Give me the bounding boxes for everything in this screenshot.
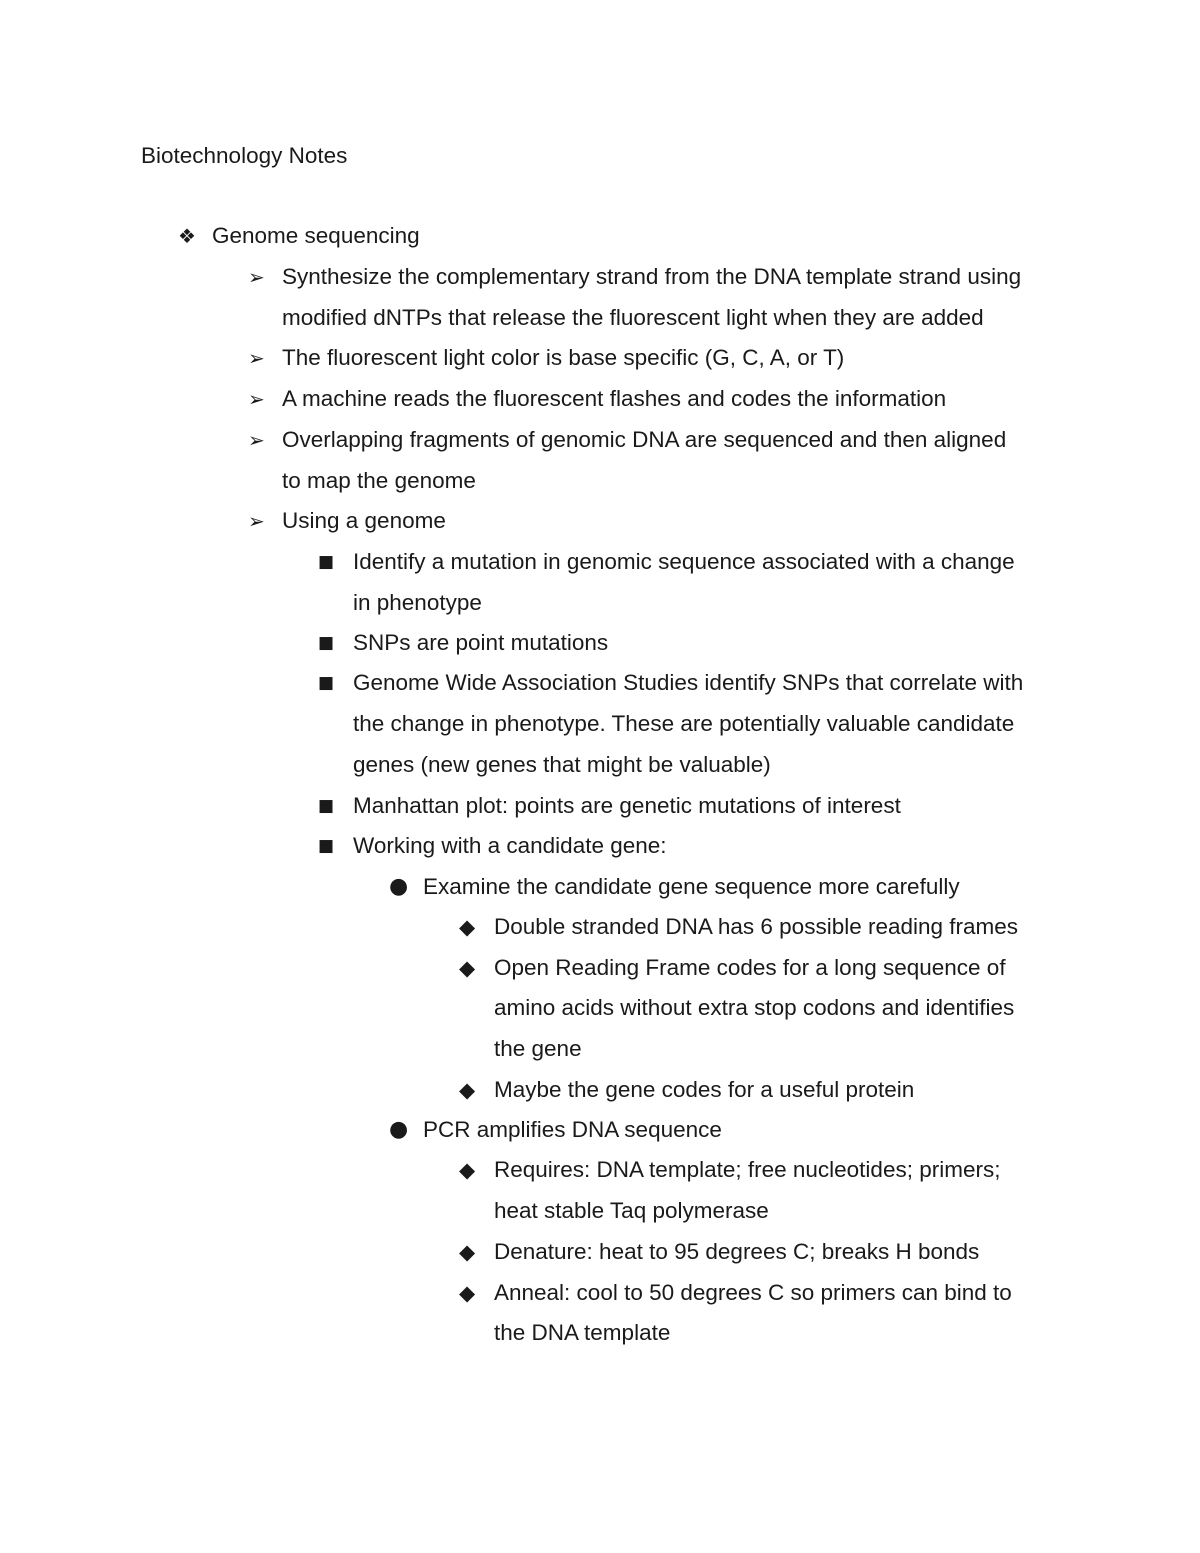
list-item-text: the gene (494, 1036, 582, 1061)
list-item-text: SNPs are point mutations (353, 630, 609, 655)
list-item-text: in phenotype (353, 590, 482, 615)
list-item-text: The fluorescent light color is base specific (G, C, A, or T) (282, 345, 845, 370)
square-bullet-icon: ■ (318, 836, 335, 856)
list-item-text: Requires: DNA template; free nucleotides; primers; (494, 1157, 1001, 1182)
arrow-bullet-icon: ➢ (248, 509, 265, 533)
square-bullet-icon: ■ (318, 673, 335, 693)
list-item-text: A machine reads the fluorescent flashes and codes the information (282, 386, 947, 411)
outline-heading-examine: Examine the candidate gene sequence more carefully (423, 874, 960, 899)
list-item-text: amino acids without extra stop codons and identifies (494, 995, 1015, 1020)
arrow-bullet-icon: ➢ (248, 428, 265, 452)
arrow-bullet-icon: ➢ (248, 346, 265, 370)
document-title: Biotechnology Notes (141, 143, 348, 168)
list-item-text: to map the genome (282, 468, 476, 493)
fleuron-bullet-icon: ❖ (178, 224, 196, 248)
list-item-text: the change in phenotype. These are potentially valuable candidate (353, 711, 1015, 736)
outline-heading-pcr: PCR amplifies DNA sequence (423, 1117, 722, 1142)
dot-bullet-icon: ● (389, 1117, 409, 1142)
list-item-text: Denature: heat to 95 degrees C; breaks H bonds (494, 1239, 980, 1264)
arrow-bullet-icon: ➢ (248, 387, 265, 411)
diamond-bullet-icon: ◆ (459, 1281, 476, 1305)
outline-heading-candidate-gene: Working with a candidate gene: (353, 833, 667, 858)
list-item-text: Anneal: cool to 50 degrees C so primers can bind to (494, 1280, 1012, 1305)
outline-heading-using-genome: Using a genome (282, 508, 446, 533)
list-item-text: Open Reading Frame codes for a long sequence of (494, 955, 1006, 980)
diamond-bullet-icon: ◆ (459, 1078, 476, 1102)
diamond-bullet-icon: ◆ (459, 915, 476, 939)
list-item-text: the DNA template (494, 1320, 671, 1345)
list-item-text: Identify a mutation in genomic sequence associated with a change (353, 549, 1015, 574)
outline-heading-genome-sequencing: Genome sequencing (212, 223, 420, 248)
arrow-bullet-icon: ➢ (248, 265, 265, 289)
square-bullet-icon: ■ (318, 796, 335, 816)
square-bullet-icon: ■ (318, 552, 335, 572)
list-item-text: Genome Wide Association Studies identify SNPs that correlate with (353, 670, 1024, 695)
diamond-bullet-icon: ◆ (459, 1240, 476, 1264)
list-item-text: Overlapping fragments of genomic DNA are sequenced and then aligned (282, 427, 1007, 452)
list-item-text: modified dNTPs that release the fluorescent light when they are added (282, 305, 984, 330)
list-item-text: heat stable Taq polymerase (494, 1198, 769, 1223)
list-item-text: Manhattan plot: points are genetic mutations of interest (353, 793, 901, 818)
list-item-text: genes (new genes that might be valuable) (353, 752, 771, 777)
dot-bullet-icon: ● (389, 874, 409, 899)
list-item-text: Double stranded DNA has 6 possible reading frames (494, 914, 1019, 939)
diamond-bullet-icon: ◆ (459, 956, 476, 980)
list-item-text: Synthesize the complementary strand from the DNA template strand using (282, 264, 1022, 289)
square-bullet-icon: ■ (318, 633, 335, 653)
diamond-bullet-icon: ◆ (459, 1158, 476, 1182)
list-item-text: Maybe the gene codes for a useful protein (494, 1077, 915, 1102)
